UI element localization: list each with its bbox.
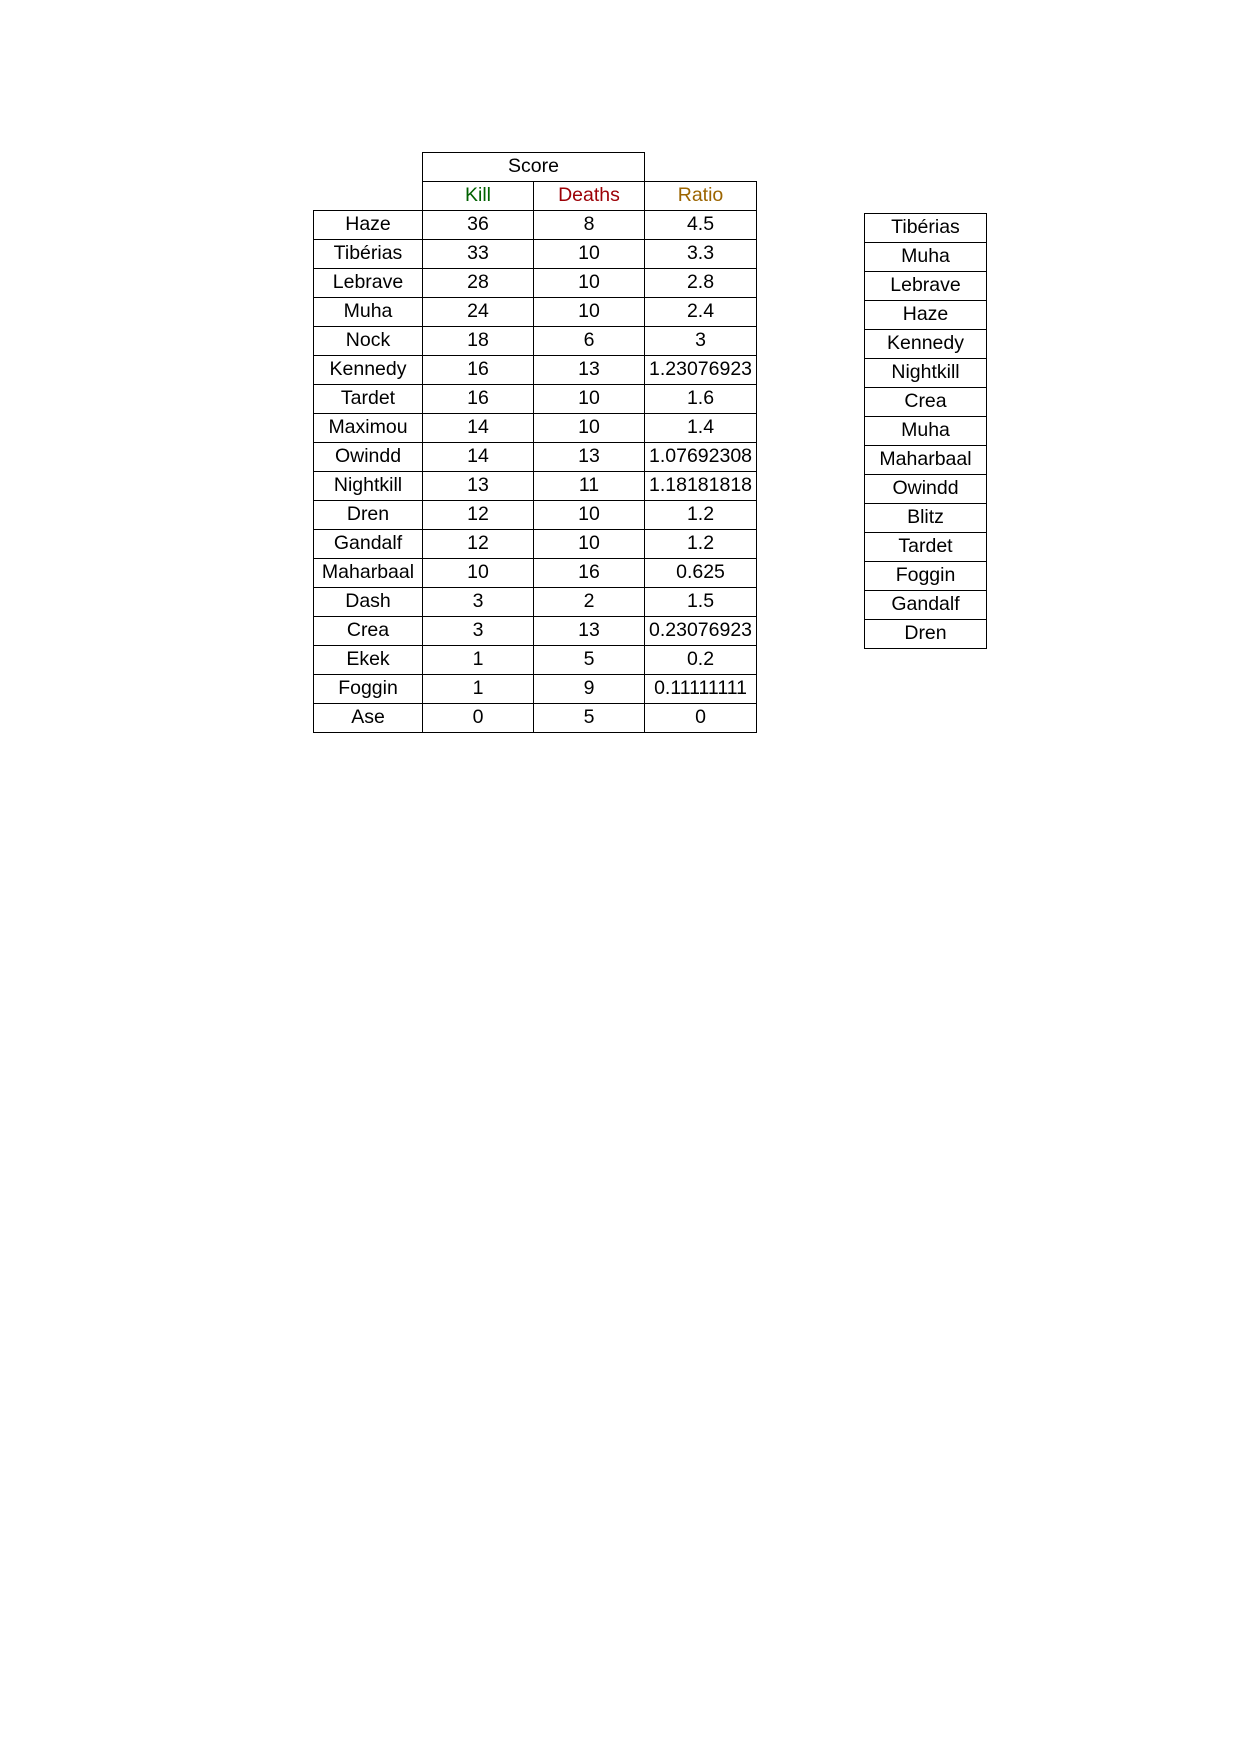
rank-list-name: Kennedy: [865, 330, 987, 359]
rank-list-name: Gandalf: [865, 591, 987, 620]
cell-ratio-value: 2.8: [645, 269, 757, 298]
rank-list-name: Nightkill: [865, 359, 987, 388]
list-item: [865, 214, 987, 243]
list-item: [865, 388, 987, 417]
list-item: [865, 301, 987, 330]
list-item: [865, 272, 987, 301]
cell-deaths-value: 10: [534, 414, 645, 443]
cell-deaths-value: 10: [534, 298, 645, 327]
rank-list-name: Owindd: [865, 475, 987, 504]
cell-deaths-value: 13: [534, 443, 645, 472]
cell-deaths-value: 8: [534, 211, 645, 240]
column-header-deaths: Deaths: [534, 182, 645, 211]
table-row: [314, 559, 757, 588]
cell-ratio-value: 4.5: [645, 211, 757, 240]
cell-ratio-value: 1.4: [645, 414, 757, 443]
column-header-row: [314, 182, 757, 211]
rank-list-table: [864, 213, 987, 649]
cell-ratio-value: 1.2: [645, 501, 757, 530]
score-table-body: [314, 211, 757, 733]
cell-deaths-value: 16: [534, 559, 645, 588]
table-row: [314, 501, 757, 530]
rank-list-name: Blitz: [865, 504, 987, 533]
cell-player-name: Maximou: [314, 414, 423, 443]
cell-player-name: Tardet: [314, 385, 423, 414]
cell-ratio-value: 1.18181818: [645, 472, 757, 501]
rank-list-name: Muha: [865, 243, 987, 272]
cell-deaths-value: 10: [534, 240, 645, 269]
table-row: [314, 675, 757, 704]
cell-kill-value: 13: [423, 472, 534, 501]
rank-list-name: Dren: [865, 620, 987, 649]
cell-deaths-value: 2: [534, 588, 645, 617]
column-header-kill: Kill: [423, 182, 534, 211]
cell-kill-value: 1: [423, 646, 534, 675]
cell-player-name: Tibérias: [314, 240, 423, 269]
column-header-ratio: Ratio: [645, 182, 757, 211]
table-row: [314, 414, 757, 443]
rank-list-name: Lebrave: [865, 272, 987, 301]
cell-kill-value: 14: [423, 443, 534, 472]
cell-player-name: Dash: [314, 588, 423, 617]
cell-player-name: Kennedy: [314, 356, 423, 385]
cell-deaths-value: 6: [534, 327, 645, 356]
table-row: [314, 211, 757, 240]
table-row: [314, 530, 757, 559]
score-table-container: [313, 152, 757, 733]
cell-ratio-value: 1.6: [645, 385, 757, 414]
cell-player-name: Crea: [314, 617, 423, 646]
cell-deaths-value: 5: [534, 704, 645, 733]
name-column-header-spacer: [314, 182, 423, 211]
cell-ratio-value: 1.23076923: [645, 356, 757, 385]
table-row: [314, 704, 757, 733]
table-row: [314, 646, 757, 675]
table-row: [314, 443, 757, 472]
table-row: [314, 385, 757, 414]
list-item: [865, 591, 987, 620]
rank-list-name: Muha: [865, 417, 987, 446]
cell-deaths-value: 10: [534, 269, 645, 298]
score-table-head: [314, 153, 757, 211]
rank-list-name: Crea: [865, 388, 987, 417]
cell-kill-value: 0: [423, 704, 534, 733]
list-item: [865, 330, 987, 359]
cell-deaths-value: 10: [534, 501, 645, 530]
list-item: [865, 475, 987, 504]
list-item: [865, 562, 987, 591]
header-corner-spacer: [314, 153, 423, 182]
cell-player-name: Muha: [314, 298, 423, 327]
cell-kill-value: 36: [423, 211, 534, 240]
cell-player-name: Gandalf: [314, 530, 423, 559]
rank-list-body: [865, 214, 987, 649]
cell-deaths-value: 9: [534, 675, 645, 704]
cell-kill-value: 12: [423, 530, 534, 559]
cell-ratio-value: 1.2: [645, 530, 757, 559]
cell-ratio-value: 3.3: [645, 240, 757, 269]
cell-ratio-value: 0.625: [645, 559, 757, 588]
cell-kill-value: 10: [423, 559, 534, 588]
cell-kill-value: 14: [423, 414, 534, 443]
table-row: [314, 269, 757, 298]
rank-list-name: Haze: [865, 301, 987, 330]
table-row: [314, 588, 757, 617]
ratio-header-spacer: [645, 153, 757, 182]
cell-kill-value: 18: [423, 327, 534, 356]
cell-kill-value: 3: [423, 617, 534, 646]
cell-player-name: Dren: [314, 501, 423, 530]
cell-kill-value: 3: [423, 588, 534, 617]
table-row: [314, 298, 757, 327]
cell-kill-value: 16: [423, 385, 534, 414]
cell-ratio-value: 2.4: [645, 298, 757, 327]
score-group-header: Score: [423, 153, 645, 182]
cell-ratio-value: 1.5: [645, 588, 757, 617]
cell-player-name: Nock: [314, 327, 423, 356]
cell-deaths-value: 11: [534, 472, 645, 501]
rank-list-name: Tibérias: [865, 214, 987, 243]
cell-player-name: Foggin: [314, 675, 423, 704]
list-item: [865, 620, 987, 649]
cell-deaths-value: 13: [534, 617, 645, 646]
cell-ratio-value: 0.23076923: [645, 617, 757, 646]
cell-ratio-value: 0: [645, 704, 757, 733]
cell-kill-value: 1: [423, 675, 534, 704]
cell-ratio-value: 1.07692308: [645, 443, 757, 472]
cell-player-name: Lebrave: [314, 269, 423, 298]
cell-ratio-value: 0.2: [645, 646, 757, 675]
cell-kill-value: 12: [423, 501, 534, 530]
rank-list-container: [864, 213, 987, 649]
rank-list-name: Foggin: [865, 562, 987, 591]
cell-player-name: Ekek: [314, 646, 423, 675]
table-row: [314, 327, 757, 356]
table-row: [314, 472, 757, 501]
table-row: [314, 617, 757, 646]
group-header-row: [314, 153, 757, 182]
cell-player-name: Nightkill: [314, 472, 423, 501]
cell-deaths-value: 5: [534, 646, 645, 675]
cell-deaths-value: 10: [534, 385, 645, 414]
cell-kill-value: 28: [423, 269, 534, 298]
cell-player-name: Owindd: [314, 443, 423, 472]
cell-ratio-value: 3: [645, 327, 757, 356]
table-row: [314, 240, 757, 269]
table-row: [314, 356, 757, 385]
cell-kill-value: 24: [423, 298, 534, 327]
cell-player-name: Ase: [314, 704, 423, 733]
score-table: [313, 152, 757, 733]
cell-kill-value: 33: [423, 240, 534, 269]
cell-deaths-value: 13: [534, 356, 645, 385]
cell-player-name: Maharbaal: [314, 559, 423, 588]
list-item: [865, 359, 987, 388]
list-item: [865, 243, 987, 272]
cell-kill-value: 16: [423, 356, 534, 385]
list-item: [865, 417, 987, 446]
list-item: [865, 446, 987, 475]
list-item: [865, 533, 987, 562]
cell-player-name: Haze: [314, 211, 423, 240]
cell-deaths-value: 10: [534, 530, 645, 559]
list-item: [865, 504, 987, 533]
rank-list-name: Maharbaal: [865, 446, 987, 475]
rank-list-name: Tardet: [865, 533, 987, 562]
cell-ratio-value: 0.11111111: [645, 675, 757, 704]
